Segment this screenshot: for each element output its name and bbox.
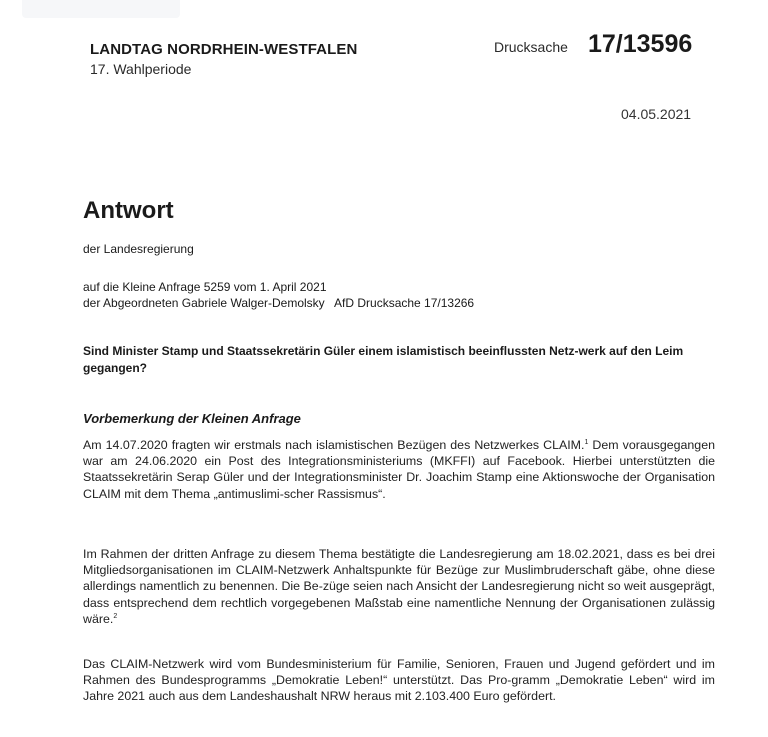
section-heading: Vorbemerkung der Kleinen Anfrage: [83, 411, 301, 426]
paragraph: [83, 437, 715, 502]
paragraph: [83, 656, 715, 705]
faded-overlay: [22, 0, 180, 18]
inquiry-reference: auf die Kleine Anfrage 5259 vom 1. April 2021: [83, 280, 327, 294]
paragraph-text: Das CLAIM-Netzwerk wird vom Bundesministerium für Familie, Senioren, Frauen und Jugend gefördert und im Rahmen des Bundesprogramms „Demokratie Leben!“ unterstützt. Das Pro-gramm „Demokratie Leben“ wird im Jahre 2021 auch aus dem Landeshaushalt NRW heraus mit 2.103.400 Euro gefördert.: [83, 657, 715, 704]
inquiry-question: Sind Minister Stamp und Staatssekretärin Güler einem islamistisch beeinflussten Netz-werk auf den Leim gegangen?: [83, 344, 684, 375]
footnote-marker[interactable]: 2: [113, 612, 118, 620]
drucksache-number: 17/13596: [588, 30, 693, 58]
inquiry-author: der Abgeordneten Gabriele Walger-Demolsky AfD Drucksache 17/13266: [83, 296, 475, 310]
paragraph: [83, 546, 715, 627]
document-date: 04.05.2021: [621, 106, 692, 122]
legislative-period: 17. Wahlperiode: [90, 61, 192, 77]
footnote-marker[interactable]: 1: [584, 438, 589, 446]
document-title: Antwort: [83, 197, 174, 224]
paragraph-text: Dem vorausgegangen war am 24.06.2020 ein Post des Integrationsministeriums (MKFFI) auf Facebook. Hierbei unterstützten die Staatssekretärin Serap Güler und der Integrationsminister Dr. Joachim Stamp eine Aktionswoche der Organisation CLAIM mit dem Thema „antimuslimi-scher Rassismus“.: [83, 438, 715, 501]
paragraph-text: Am 14.07.2020 fragten wir erstmals nach islamistischen Bezügen des Netzwerkes CLAIM.: [83, 438, 585, 452]
document-subtitle: der Landesregierung: [83, 242, 194, 256]
drucksache-label: Drucksache: [494, 39, 568, 55]
paragraph-text: Im Rahmen der dritten Anfrage zu diesem Thema bestätigte die Landesregierung am 18.02.2021, dass es bei drei Mitgliedsorganisationen im CLAIM-Netzwerk Anhaltspunkte für Bezüge zur Muslimbruderschaft gäbe, ohne diese allerdings namentlich zu benennen. Die Be-züge seien nach Ansicht der Landesregierung nicht so weit ausgeprägt, dass entsprechend dem rechtlich vorgegebenen Maßstab eine namentliche Nennung der Organisationen zulässig wäre.: [83, 547, 715, 626]
institution-name: LANDTAG NORDRHEIN-WESTFALEN: [90, 41, 358, 58]
